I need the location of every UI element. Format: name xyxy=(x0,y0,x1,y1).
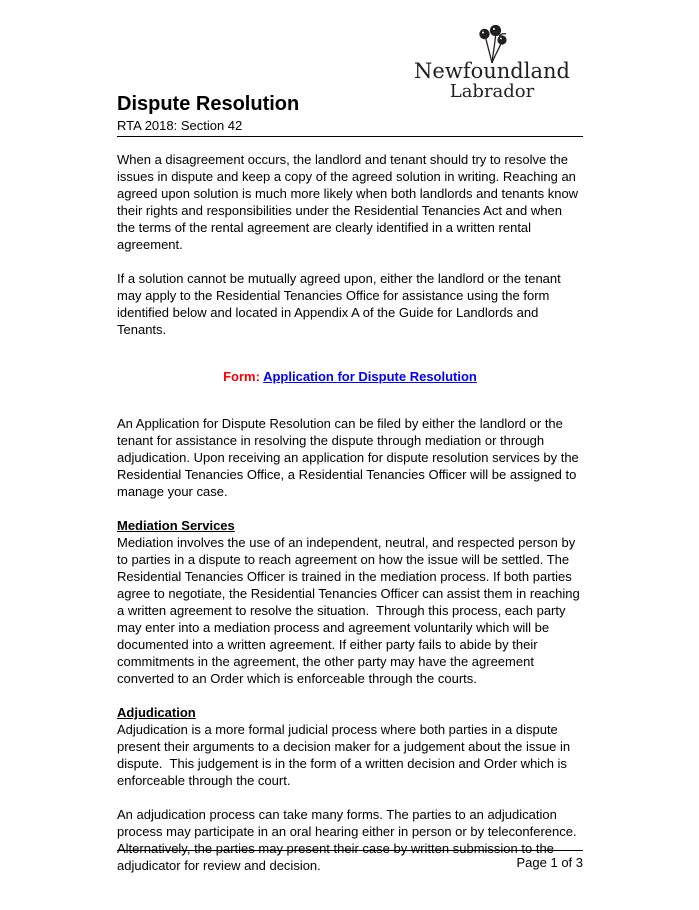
page-footer xyxy=(117,850,583,871)
paragraph-apply: If a solution cannot be mutually agreed upon, either the landlord or the tenant may apply to the Residential Tenancies Office for assistance using the form identified below and located in Appendix A of the Guide for Landlords and Tenants. xyxy=(117,271,565,337)
dispute-resolution-form-link[interactable]: Application for Dispute Resolution xyxy=(263,369,477,384)
logo-wordmark-line2: Labrador xyxy=(449,81,535,102)
newfoundland-labrador-logo xyxy=(402,24,582,101)
logo-wordmark-line1: Newfoundland xyxy=(414,59,570,83)
form-reference-line xyxy=(117,368,583,385)
section-subtitle: RTA 2018: Section 42 xyxy=(117,118,243,133)
form-label: Form: xyxy=(223,369,260,384)
title-divider xyxy=(117,136,583,137)
page-title: Dispute Resolution xyxy=(117,93,300,115)
document-content xyxy=(117,92,583,891)
footer-divider xyxy=(117,850,583,851)
paragraph-intro: When a disagreement occurs, the landlord and tenant should try to resolve the issues in dispute and keep a copy of the agreed solution in writing. Reaching an agreed upon solution is much more likely when both landlords and tenants know their rights and responsibilities under the Residential Tenancies Act and when the terms of the rental agreement are clearly identified in a written rental agreement. xyxy=(117,152,582,252)
heading-mediation-services: Mediation Services xyxy=(117,518,235,533)
paragraph-mediation: Mediation involves the use of an independent, neutral, and respected person by to parties in a dispute to reach agreement on how the issue will be settled. The Residential Tenancies Officer is trained in the mediation process. If both parties agree to negotiate, the Residential Tenancies Officer can assist them in reaching a written agreement to resolve the situation. Through this process, each party may enter into a mediation process and agreement voluntarily which will be documented into a written agreement. If either party fails to abide by their commitments in the agreement, the other party may have the agreement converted to an Order which is enforceable through the courts. xyxy=(117,535,584,686)
paragraph-application: An Application for Dispute Resolution can be filed by either the landlord or the tenant for assistance in resolving the dispute through mediation or through adjudication. Upon receiving an application for dispute resolution services by the Residential Tenancies Office, a Residential Tenancies Officer will be assigned to manage your case. xyxy=(117,416,583,499)
paragraph-adjudication-2: An adjudication process can take many forms. The parties to an adjudication process may participate in an oral hearing either in person or by teleconference. Alternatively, the parties may present their case by written submission to the adjudicator for review and decision. xyxy=(117,807,580,873)
pitcher-plant-icon xyxy=(470,24,514,64)
heading-adjudication: Adjudication xyxy=(117,705,196,720)
page-number: Page 1 of 3 xyxy=(516,855,583,870)
paragraph-adjudication-1: Adjudication is a more formal judicial process where both parties in a dispute present their arguments to a decision maker for a judgement about the issue in dispute. This judgement is in the form of a written decision and Order which is enforceable through the court. xyxy=(117,722,574,788)
